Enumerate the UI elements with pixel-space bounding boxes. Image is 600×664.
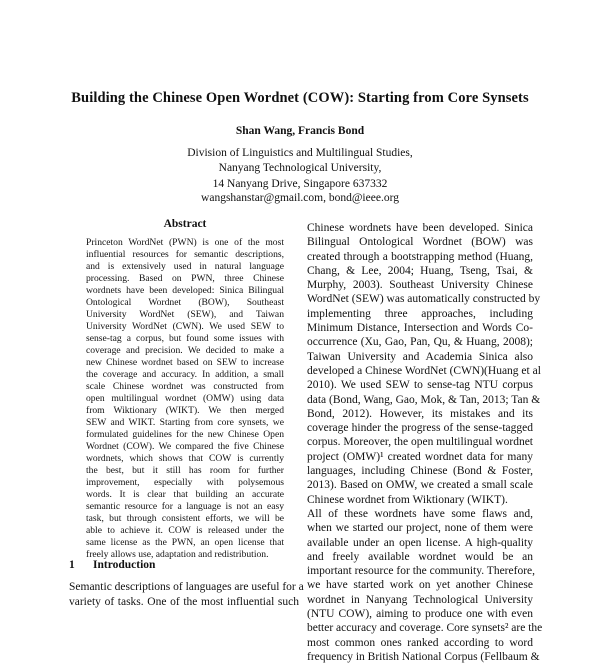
text-line: semantic resource for a language is not an easy	[86, 501, 284, 512]
text-line: words. It is clear that building an accurate	[86, 489, 284, 500]
text-line: Bilingual Ontological Wordnet (BOW) was	[307, 236, 533, 249]
text-line: formulated guidelines for the new Chinese Open	[86, 429, 284, 440]
text-line: available under an open license. A high-quality	[307, 536, 533, 549]
text-line: (NTU COW), aiming to produce one with even	[307, 608, 533, 621]
author-emails: wangshanstar@gmail.com, bond@ieee.org	[201, 192, 399, 204]
text-line: new Chinese wordnet based on SEW to increase	[86, 357, 284, 368]
text-line: and is extensively used in natural language	[86, 261, 284, 272]
text-line: SEW and WIKT. Starting from core synsets, we	[86, 417, 284, 428]
text-line: when we started our project, none of them were	[307, 522, 533, 535]
text-line: Taiwan University and Academia Sinica also	[307, 350, 533, 363]
text-line: better accuracy and coverage. Core synsets² are the	[307, 622, 543, 635]
paper-title: Building the Chinese Open Wordnet (COW): Starting from Core Synsets	[71, 90, 529, 106]
abstract-heading: Abstract	[163, 218, 207, 230]
text-line: wordnets have been developed: Sinica Bilingual	[86, 285, 284, 296]
text-line: freely allows use, adaptation and redistribution.	[86, 549, 269, 560]
text-line: languages, including Chinese (Bond & Foster,	[307, 465, 533, 478]
text-line: able to achieve it. COW is released under the	[86, 525, 284, 536]
text-line: Chinese wordnet from Wiktionary (WIKT).	[307, 493, 508, 506]
text-line: Murphy, 2003). Southeast University Chinese	[307, 279, 533, 292]
text-line: 2010). We used SEW to sense-tag NTU corpus	[307, 379, 533, 392]
text-line: corpus. Moreover, the open multilingual wordnet	[307, 436, 533, 449]
section-heading-introduction	[69, 559, 299, 571]
text-line: Bond, 2012). However, its mistakes and its	[307, 407, 533, 420]
text-line: implementing three approaches, including	[307, 307, 533, 320]
text-line: scale Chinese wordnet was constructed from	[86, 381, 284, 392]
text-line: Minimum Distance, Intersection and Words Co-	[307, 322, 533, 335]
text-line: improvement, especially with polysemous	[86, 477, 284, 488]
text-line: created through a bootstrapping method (Huang,	[307, 250, 533, 263]
text-line: from Wiktionary (WIKT). We then merged	[86, 405, 284, 416]
text-line: influential resources for semantic descriptions,	[86, 249, 284, 260]
text-line: frequency in British National Corpus (Fellbaum &	[307, 650, 540, 663]
text-line: WordNet (SEW) was automatically constructed by	[307, 293, 541, 306]
text-line: Chang, & Lee, 2004; Huang, Tseng, Tsai, &	[307, 264, 533, 277]
text-line: data (Bond, Wang, Gao, Mok, & Tan, 2013; Tan &	[307, 393, 541, 406]
affiliation-block	[0, 146, 600, 192]
text-line: most common ones ranked according to word	[307, 636, 533, 649]
text-line: Ontological Wordnet (BOW), Southeast	[86, 297, 284, 308]
text-line: project (OMW)¹ created wordnet data for many	[307, 450, 533, 463]
text-line: open multilingual wordnet (OMW) using data	[86, 393, 284, 404]
text-line: 2013). Based on OMW, we created a small scale	[307, 479, 533, 492]
text-line: occurrence (Xu, Gao, Pan, Qu, & Huang, 2008);	[307, 336, 533, 349]
text-line: All of these wordnets have some flaws and,	[307, 507, 533, 520]
text-line: Chinese wordnets have been developed. Sinica	[307, 222, 533, 234]
text-line: Semantic descriptions of languages are useful for a	[69, 581, 304, 593]
text-line: variety of tasks. One of the most influential such	[69, 596, 299, 609]
text-line: Wordnet (COW). We compared the five Chinese	[86, 441, 284, 452]
right-column-text	[307, 221, 543, 664]
affiliation-line: Division of Linguistics and Multilingual Studies,	[187, 147, 413, 159]
text-line: coverage hinder the progress of the sense-tagged	[307, 422, 533, 435]
text-line: coverage and precision. We decided to make a	[86, 345, 284, 356]
text-line: task, but through consistent efforts, we will be	[86, 513, 284, 524]
text-line: the best, but it still has room for further	[86, 465, 284, 476]
paper-authors: Shan Wang, Francis Bond	[235, 125, 365, 137]
introduction-body	[69, 580, 304, 611]
abstract-body	[86, 237, 284, 561]
text-line: wordnets, which shows that COW is currently	[86, 453, 284, 464]
text-line: same license as the PWN, an open license that	[86, 537, 284, 548]
text-line: we have started work on yet another Chinese	[307, 579, 533, 592]
text-line: sense-tag a corpus, but found some issues with	[86, 333, 284, 344]
text-line: processing. Based on PWN, three Chinese	[86, 273, 284, 284]
text-line: Princeton WordNet (PWN) is one of the most	[86, 237, 284, 248]
text-line: University WordNet (SEW), and Taiwan	[86, 309, 284, 320]
text-line: wordnet in Nanyang Technological University	[307, 593, 533, 606]
text-line: and freely available wordnet would be an	[307, 550, 533, 563]
section-title: Introduction	[93, 559, 156, 571]
text-line: the coverage and accuracy. In addition, a small	[86, 369, 284, 380]
text-line: important resource for the community. Therefore,	[307, 565, 536, 578]
text-line: developed a Chinese WordNet (CWN)(Huang et al	[307, 364, 541, 377]
section-number: 1	[69, 559, 75, 571]
text-line: University WordNet (CWN). We used SEW to	[86, 321, 284, 332]
affiliation-line: 14 Nanyang Drive, Singapore 637332	[212, 177, 388, 190]
affiliation-line: Nanyang Technological University,	[218, 162, 382, 175]
